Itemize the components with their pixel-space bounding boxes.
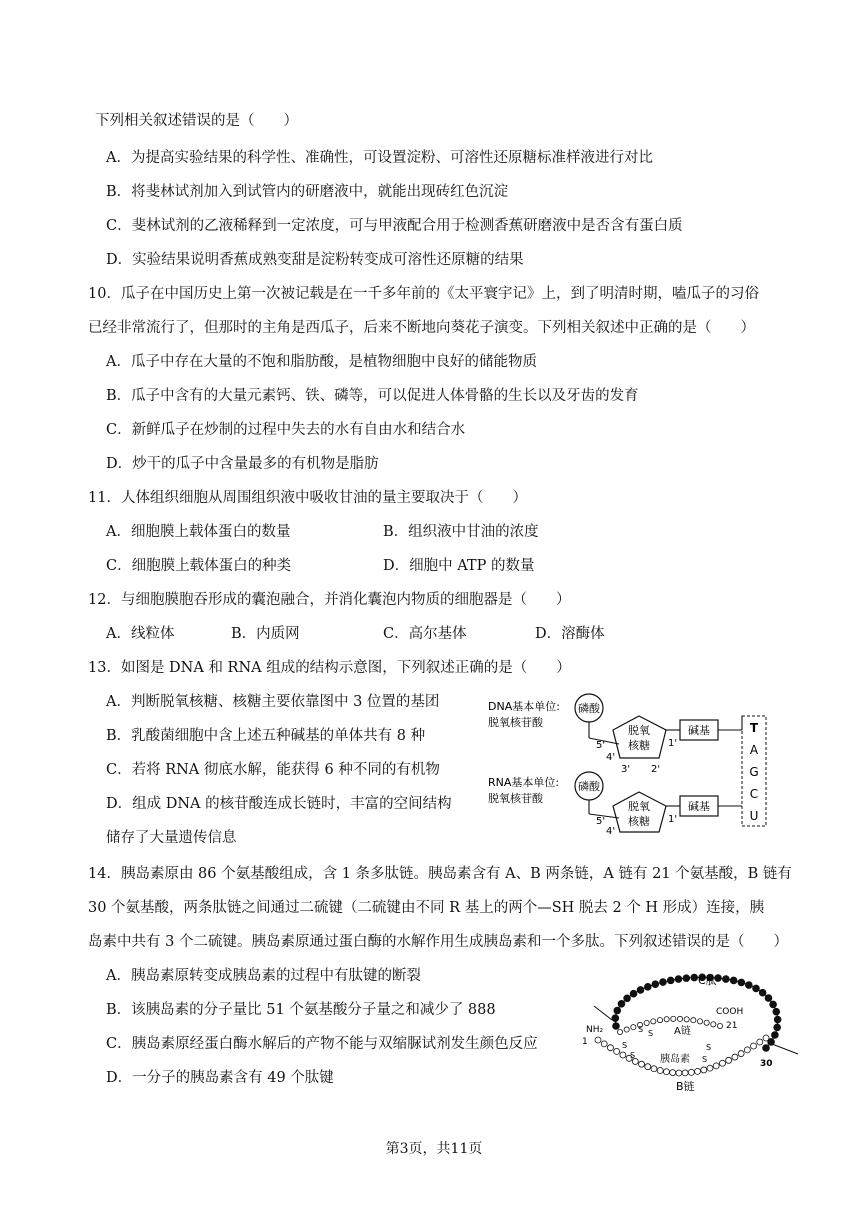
amino-acid-bead — [617, 1029, 622, 1034]
amino-acid-bead — [691, 974, 698, 981]
b-chain-label: B链 — [676, 1080, 695, 1092]
q11-option-d: D．细胞中 ATP 的数量 — [383, 558, 535, 574]
q13-option-b: B．乳酸菌细胞中含上述五种碱基的单体共有 8 种 — [106, 728, 426, 744]
amino-acid-bead — [770, 1001, 777, 1008]
q9-option-a: A．为提高实验结果的科学性、准确性，可设置淀粉、可溶性还原糖标准样液进行对比 — [106, 150, 653, 166]
q10-option-b: B．瓜子中含有的大量元素钙、铁、磷等，可以促进人体骨骼的生长以及牙齿的发育 — [106, 388, 639, 404]
a-chain-beads — [617, 1016, 722, 1034]
q14-option-b: B．该胰岛素的分子量比 51 个氨基酸分子量之和减少了 888 — [106, 1002, 496, 1018]
amino-acid-bead — [763, 1035, 769, 1041]
amino-acid-bead — [745, 982, 752, 989]
disulfide-s-2: S — [648, 1029, 654, 1038]
amino-acid-bead — [630, 990, 637, 997]
amino-acid-bead — [744, 1047, 750, 1053]
amino-acid-bead — [614, 1048, 620, 1054]
q10-stem-line1: 10．瓜子在中国历史上第一次被记载是在一千多年前的《太平寰宇记》上，到了明清时期，嗑瓜子的习俗 — [88, 286, 759, 302]
dna-pos-2: 2' — [651, 764, 661, 775]
amino-acid-bead — [717, 1023, 722, 1028]
amino-acid-bead — [663, 1069, 669, 1075]
rna-label-2: 脱氧核苷酸 — [488, 792, 543, 805]
dna-pos-1: 1' — [668, 738, 678, 749]
amino-acid-bead — [637, 987, 644, 994]
q11-option-a: A．细胞膜上载体蛋白的数量 — [106, 524, 291, 540]
rna-label-1: RNA基本单位: — [488, 776, 560, 789]
q14-option-a: A．胰岛素原转变成胰岛素的过程中有肽键的断裂 — [106, 968, 421, 984]
disulfide-s-6: S — [702, 1055, 708, 1064]
amino-acid-bead — [691, 1018, 696, 1023]
amino-acid-bead — [677, 1016, 682, 1021]
amino-acid-bead — [751, 1043, 757, 1049]
cooh-label: COOH — [716, 1007, 744, 1017]
q12-option-b: B．内质网 — [231, 626, 300, 642]
rna-sugar-label-1: 脱氧 — [628, 800, 650, 813]
amino-acid-bead — [688, 1069, 694, 1075]
amino-acid-bead — [667, 977, 674, 984]
amino-acid-bead — [726, 1057, 732, 1063]
rna-pos-5: 5' — [596, 816, 606, 827]
amino-acid-bead — [657, 1067, 663, 1073]
q9-stem: 下列相关叙述错误的是（ ） — [95, 113, 298, 129]
page-footer: 第3页，共11页 — [385, 1141, 483, 1157]
amino-acid-bead — [711, 1022, 716, 1027]
q12-option-a: A．线粒体 — [106, 626, 175, 642]
q11-option-b: B．组织液中甘油的浓度 — [383, 524, 539, 540]
amino-acid-bead — [595, 1037, 601, 1043]
q12-option-d: D．溶酶体 — [535, 626, 605, 642]
amino-acid-bead — [612, 1015, 619, 1022]
b-chain-end-30: 30 — [760, 1059, 773, 1069]
c-peptide-beads — [612, 974, 781, 1051]
amino-acid-bead — [683, 975, 690, 982]
q10-stem-line2: 已经非常流行了，但那时的主角是西瓜子，后来不断地向葵花子演变。下列相关叙述中正确的是（ ） — [88, 320, 755, 336]
amino-acid-bead — [620, 1052, 626, 1058]
amino-acid-bead — [765, 995, 772, 1002]
amino-acid-bead — [671, 1016, 676, 1021]
disulfide-s-3: S — [622, 1041, 628, 1050]
amino-acid-bead — [771, 1032, 778, 1039]
q14-stem-line3: 岛素中共有 3 个二硫键。胰岛素原通过蛋白酶的水解作用生成胰岛素和一个多肽。下列叙述错误的是（ ） — [88, 934, 788, 950]
amino-acid-bead — [707, 1065, 713, 1071]
amino-acid-bead — [676, 1070, 682, 1076]
proinsulin-diagram — [576, 966, 802, 1092]
dna-label-1: DNA基本单位: — [488, 700, 560, 713]
amino-acid-bead — [732, 1054, 738, 1060]
q9-option-c: C．斐林试剂的乙液稀释到一定浓度，可与甲液配合用于检测香蕉研磨液中是否含有蛋白质 — [106, 218, 683, 234]
dna-sugar-label-1: 脱氧 — [628, 724, 650, 737]
amino-acid-bead — [624, 995, 631, 1002]
amino-acid-bead — [774, 1016, 781, 1023]
q9-option-b: B．将斐林试剂加入到试管内的研磨液中，就能出现砖红色沉淀 — [106, 184, 509, 200]
insulin-label: 胰岛素 — [660, 1054, 690, 1065]
q10-option-c: C．新鲜瓜子在炒制的过程中失去的水有自由水和结合水 — [106, 422, 466, 438]
amino-acid-bead — [614, 1007, 621, 1014]
disulfide-s-5: S — [706, 1043, 712, 1052]
q12-option-c: C．高尔基体 — [383, 626, 467, 642]
dna-sugar-label-2: 核糖 — [628, 739, 650, 752]
base-u: U — [749, 809, 759, 823]
b-chain-start-1: 1 — [582, 1037, 588, 1047]
c-peptide-label: C肽 — [698, 974, 717, 987]
q14-option-d: D．一分子的胰岛素含有 49 个肽键 — [106, 1070, 334, 1086]
a-chain-end-21: 21 — [726, 1021, 738, 1031]
rna-base-label: 碱基 — [688, 800, 710, 813]
base-g: G — [749, 765, 759, 779]
q13-option-c: C．若将 RNA 彻底水解，能获得 6 种不同的有机物 — [106, 762, 440, 778]
amino-acid-bead — [651, 1019, 656, 1024]
amino-acid-bead — [645, 1064, 651, 1070]
nucleotide-structure-diagram — [484, 686, 774, 834]
disulfide-s-4: S — [630, 1051, 636, 1060]
dna-base-label: 碱基 — [688, 724, 710, 737]
dna-pos-4: 4' — [606, 752, 616, 763]
amino-acid-bead — [738, 979, 745, 986]
amino-acid-bead — [651, 1066, 657, 1072]
amino-acid-bead — [675, 976, 682, 983]
amino-acid-bead — [624, 1027, 629, 1032]
amino-acid-bead — [695, 1068, 701, 1074]
amino-acid-bead — [713, 1063, 719, 1069]
amino-acid-bead — [652, 981, 659, 988]
cleavage-arrow-left — [594, 1006, 612, 1020]
amino-acid-bead — [774, 1024, 781, 1031]
amino-acid-bead — [697, 1019, 702, 1024]
q11-option-c: C．细胞膜上载体蛋白的种类 — [106, 558, 292, 574]
amino-acid-bead — [660, 979, 667, 986]
amino-acid-bead — [753, 985, 760, 992]
amino-acid-bead — [738, 1051, 744, 1057]
q11-stem: 11．人体组织细胞从周围组织液中吸收甘油的量主要取决于（ ） — [88, 490, 527, 506]
amino-acid-bead — [759, 989, 766, 996]
q10-option-d: D．炒干的瓜子中含量最多的有机物是脂肪 — [106, 456, 379, 472]
amino-acid-bead — [763, 1045, 770, 1052]
rna-phosphate-label: 磷酸 — [578, 780, 600, 793]
rna-pos-4: 4' — [606, 826, 616, 834]
nh2-label: NH₂ — [586, 1025, 604, 1035]
rna-pos-1: 1' — [668, 814, 678, 825]
amino-acid-bead — [719, 1060, 725, 1066]
amino-acid-bead — [644, 983, 651, 990]
cleavage-arrow-right — [772, 1044, 798, 1054]
amino-acid-bead — [618, 1000, 625, 1007]
amino-acid-bead — [684, 1017, 689, 1022]
q12-stem: 12．与细胞膜胞吞形成的囊泡融合，并消化囊泡内物质的细胞器是（ ） — [88, 592, 571, 608]
base-a: A — [749, 743, 759, 757]
q13-option-a: A．判断脱氧核糖、核糖主要依靠图中 3 位置的基团 — [106, 694, 440, 710]
base-t: T — [749, 721, 759, 735]
q13-option-d: D．组成 DNA 的核苷酸连成长链时，丰富的空间结构 — [106, 796, 452, 812]
amino-acid-bead — [701, 1067, 707, 1073]
q9-option-d: D．实验结果说明香蕉成熟变甜是淀粉转变成可溶性还原糖的结果 — [106, 252, 524, 268]
rna-sugar-label-2: 核糖 — [628, 815, 650, 828]
q10-option-a: A．瓜子中存在大量的不饱和脂肪酸，是植物细胞中良好的储能物质 — [106, 354, 537, 370]
q14-option-c: C．胰岛素原经蛋白酶水解后的产物不能与双缩脲试剂发生颜色反应 — [106, 1036, 538, 1052]
dna-pos-3: 3' — [621, 764, 631, 775]
disulfide-s-1: S — [638, 1025, 644, 1034]
amino-acid-bead — [773, 1008, 780, 1015]
q14-stem-line2: 30 个氨基酸，两条肽链之间通过二硫键（二硫键由不同 R 基上的两个—SH 脱去 2 个 H 形成）连接，胰 — [88, 900, 765, 916]
dna-pos-5: 5' — [596, 740, 606, 751]
amino-acid-bead — [722, 976, 729, 983]
amino-acid-bead — [670, 1070, 676, 1076]
q13-option-d-continued: 储存了大量遗传信息 — [106, 830, 237, 846]
amino-acid-bead — [601, 1041, 607, 1047]
q14-stem-line1: 14．胰岛素原由 86 个氨基酸组成，含 1 条多肽链。胰岛素含有 A、B 两条链，A 链有 21 个氨基酸，B 链有 — [88, 866, 792, 882]
amino-acid-bead — [613, 1023, 620, 1030]
base-c: C — [749, 787, 759, 801]
amino-acid-bead — [730, 977, 737, 984]
amino-acid-bead — [657, 1017, 662, 1022]
amino-acid-bead — [644, 1020, 649, 1025]
amino-acid-bead — [682, 1070, 688, 1076]
dna-label-2: 脱氧核苷酸 — [488, 716, 543, 729]
amino-acid-bead — [664, 1017, 669, 1022]
amino-acid-bead — [704, 1020, 709, 1025]
amino-acid-bead — [607, 1045, 613, 1051]
amino-acid-bead — [639, 1061, 645, 1067]
a-chain-label: A链 — [674, 1026, 691, 1037]
dna-phosphate-label: 磷酸 — [578, 702, 600, 715]
q13-stem: 13．如图是 DNA 和 RNA 组成的结构示意图，下列叙述正确的是（ ） — [88, 660, 571, 676]
amino-acid-bead — [757, 1039, 763, 1045]
amino-acid-bead — [631, 1025, 636, 1030]
